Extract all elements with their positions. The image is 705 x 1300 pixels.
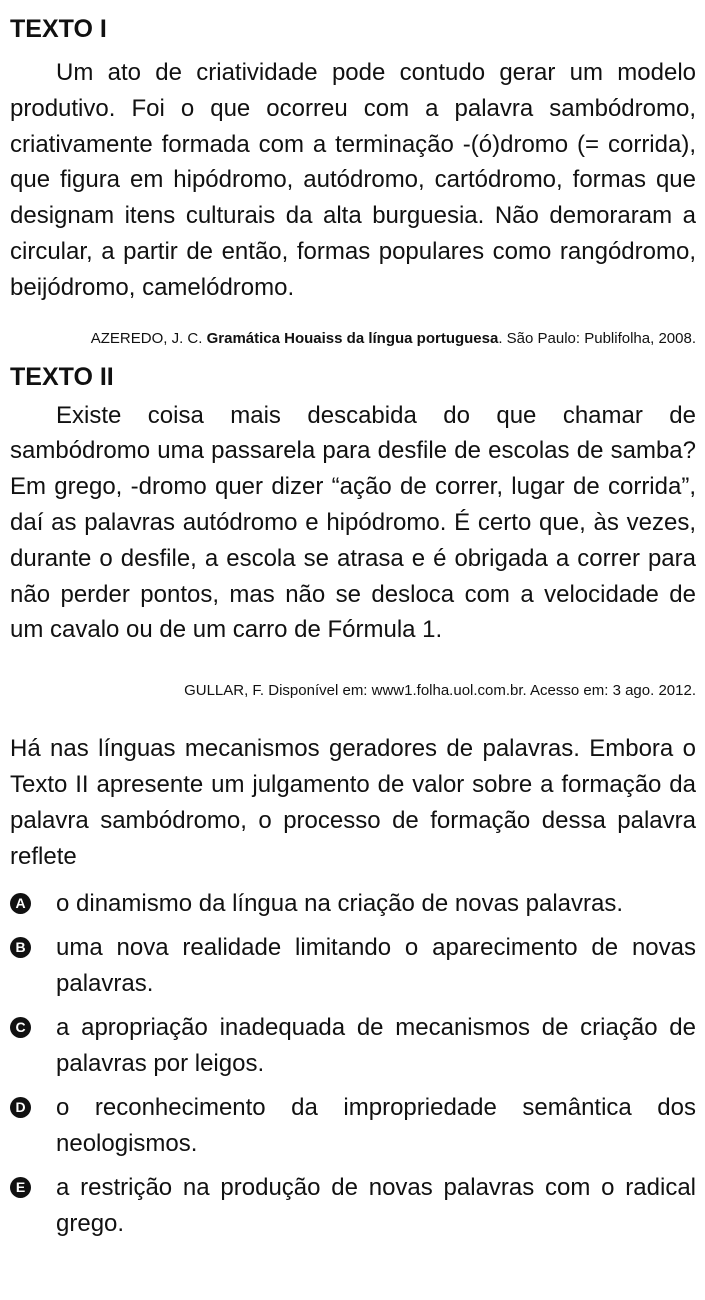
- option-b-text: uma nova realidade limitando o aparecimento de novas palavras.: [56, 934, 696, 998]
- option-e[interactable]: [10, 1170, 696, 1242]
- text1-source: [10, 329, 696, 349]
- answer-options: [10, 886, 696, 1242]
- option-b[interactable]: [10, 930, 696, 1002]
- option-d[interactable]: [10, 1090, 696, 1162]
- text2-source: GULLAR, F. Disponível em: www1.folha.uol.com.br. Acesso em: 3 ago. 2012.: [184, 682, 696, 700]
- text2-paragraph: Existe coisa mais descabida do que chamar de sambódromo uma passarela para desfile de escolas de samba? Em grego, -dromo quer dizer “ação de correr, lugar de corrida”, daí as palavras autódromo e hipódromo. É certo que, às vezes, durante o desfile, a escola se atrasa e é obrigada a correr para não perder pontos, mas não se desloca com a velocidade de um cavalo ou de um carro de Fórmula 1.: [10, 401, 696, 644]
- option-a[interactable]: [10, 886, 696, 922]
- question-stem: Há nas línguas mecanismos geradores de palavras. Embora o Texto II apresente um julgamento de valor sobre a formação da palavra sambódromo, o processo de formação dessa palavra reflete: [10, 735, 696, 871]
- text1-paragraph: Um ato de criatividade pode contudo gerar um modelo produtivo. Foi o que ocorreu com a palavra sambódromo, criativamente formada com a terminação -(ó)dromo (= corrida), que figura em hipódromo, autódromo, cartódromo, formas que designam itens culturais da alta burguesia. Não demoraram a circular, a partir de então, formas populares como rangódromo, beijódromo, camelódromo.: [10, 59, 696, 301]
- option-c[interactable]: [10, 1010, 696, 1082]
- option-a-text: o dinamismo da língua na criação de novas palavras.: [56, 890, 623, 918]
- text1-source-title: Gramática Houaiss da língua portuguesa: [206, 329, 499, 347]
- text2-heading: TEXTO II: [10, 362, 114, 391]
- option-d-text: o reconhecimento da impropriedade semântica dos neologismos.: [56, 1094, 696, 1158]
- option-a-letter-badge: A: [10, 893, 31, 914]
- option-e-letter-badge: E: [10, 1177, 31, 1198]
- option-b-letter-badge: B: [10, 937, 31, 958]
- option-d-letter-badge: D: [10, 1097, 31, 1118]
- text1-source-rest: . São Paulo: Publifolha, 2008.: [498, 329, 696, 347]
- option-c-text: a apropriação inadequada de mecanismos de criação de palavras por leigos.: [56, 1014, 696, 1078]
- option-e-text: a restrição na produção de novas palavras com o radical grego.: [56, 1174, 696, 1238]
- text1-heading: TEXTO I: [10, 15, 107, 43]
- text1-source-author: AZEREDO, J. C.: [90, 329, 207, 347]
- option-c-letter-badge: C: [10, 1017, 31, 1038]
